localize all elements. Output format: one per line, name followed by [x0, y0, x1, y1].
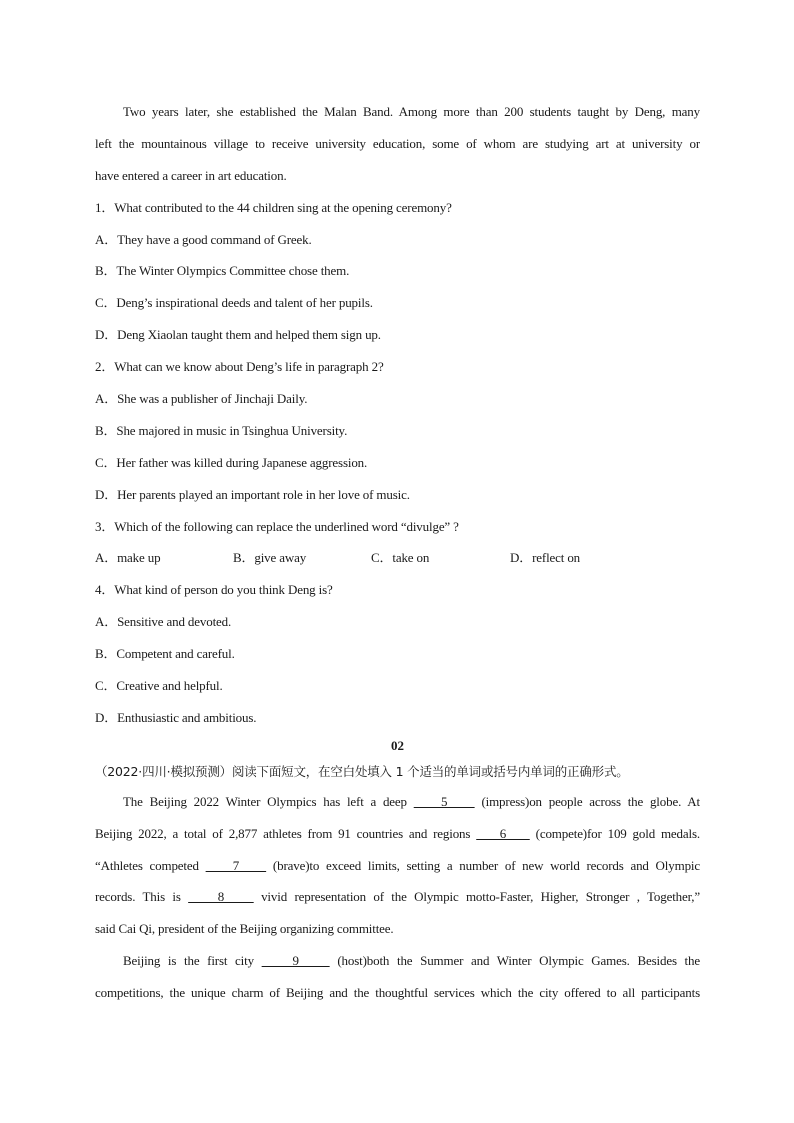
- cloze-line: [95, 945, 700, 977]
- cloze-line: [95, 818, 700, 850]
- text-run: The Beijing 2022 Winter Olympics has left a deep: [123, 793, 414, 809]
- text-run: vivid representation of the Olympic motto-Faster, Higher, Stronger , Together,”: [253, 889, 700, 905]
- blank-7: 7: [205, 857, 267, 873]
- text-run: (compete)for 109 gold medals.: [529, 825, 700, 841]
- blank-9: 9: [261, 953, 330, 969]
- option-a: A．They have a good command of Greek.: [95, 231, 312, 247]
- option-a: A．make up: [95, 550, 161, 566]
- section-number: 02: [391, 737, 404, 753]
- option-b: B．give away: [233, 550, 307, 566]
- option-a: A．She was a publisher of Jinchaji Daily.: [95, 391, 308, 407]
- option-c: C．Creative and helpful.: [95, 678, 223, 694]
- question-1: [95, 192, 700, 351]
- option-c: C．Her father was killed during Japanese aggression.: [95, 454, 368, 470]
- text-run: records. This is: [95, 889, 189, 905]
- option-d: D．Her parents played an important role in her love of music.: [95, 486, 410, 502]
- passage-line: left the mountainous village to receive university education, some of whom are studying art at university or: [95, 135, 700, 151]
- blank-5: 5: [413, 793, 475, 809]
- option-d: D．Enthusiastic and ambitious.: [95, 709, 257, 725]
- text-run: Beijing 2022, a total of 2,877 athletes from 91 countries and regions: [95, 825, 477, 841]
- question-3: [95, 511, 700, 575]
- text-run: Beijing is the first city: [123, 953, 262, 969]
- cloze-line: competitions, the unique charm of Beijing and the thoughtful services which the city offered to all participants: [95, 985, 700, 1001]
- document-page: [95, 96, 700, 1009]
- cloze-line: [95, 850, 700, 882]
- text-run: (impress)on people across the globe. At: [474, 793, 700, 809]
- option-b: B．Competent and careful.: [95, 646, 235, 662]
- options-row: [95, 542, 700, 574]
- text-run: “Athletes competed: [95, 857, 206, 873]
- text-run: (brave)to exceed limits, setting a number of new world records and Olympic: [266, 857, 700, 873]
- blank-8: 8: [188, 889, 254, 905]
- option-c: C．Deng’s inspirational deeds and talent of her pupils.: [95, 295, 373, 311]
- question-4: [95, 574, 700, 733]
- question-stem: 3．Which of the following can replace the underlined word “divulge” ?: [95, 518, 459, 534]
- cloze-line: [95, 881, 700, 913]
- cloze-line: [95, 786, 700, 818]
- question-stem: 1．What contributed to the 44 children sing at the opening ceremony?: [95, 199, 452, 215]
- option-d: D．Deng Xiaolan taught them and helped them sign up.: [95, 327, 381, 343]
- option-d: D．reflect on: [510, 550, 581, 566]
- option-c: C．take on: [371, 550, 430, 566]
- passage-line: have entered a career in art education.: [95, 167, 287, 183]
- question-stem: 4．What kind of person do you think Deng is?: [95, 582, 333, 598]
- question-2: [95, 351, 700, 510]
- option-b: B．The Winter Olympics Committee chose them.: [95, 263, 350, 279]
- passage-line: Two years later, she established the Malan Band. Among more than 200 students taught by Deng, many: [123, 104, 700, 119]
- question-stem: 2．What can we know about Deng’s life in paragraph 2?: [95, 359, 384, 375]
- option-a: A．Sensitive and devoted.: [95, 614, 232, 630]
- option-b: B．She majored in music in Tsinghua University.: [95, 422, 348, 438]
- blank-6: 6: [476, 825, 530, 841]
- cloze-line: said Cai Qi, president of the Beijing organizing committee.: [95, 921, 394, 937]
- section-instruction: （2022·四川·模拟预测）阅读下面短文，在空白处填入 1 个适当的单词或括号内单词的正确形式。: [95, 763, 629, 779]
- text-run: (host)both the Summer and Winter Olympic Games. Besides the: [329, 953, 700, 969]
